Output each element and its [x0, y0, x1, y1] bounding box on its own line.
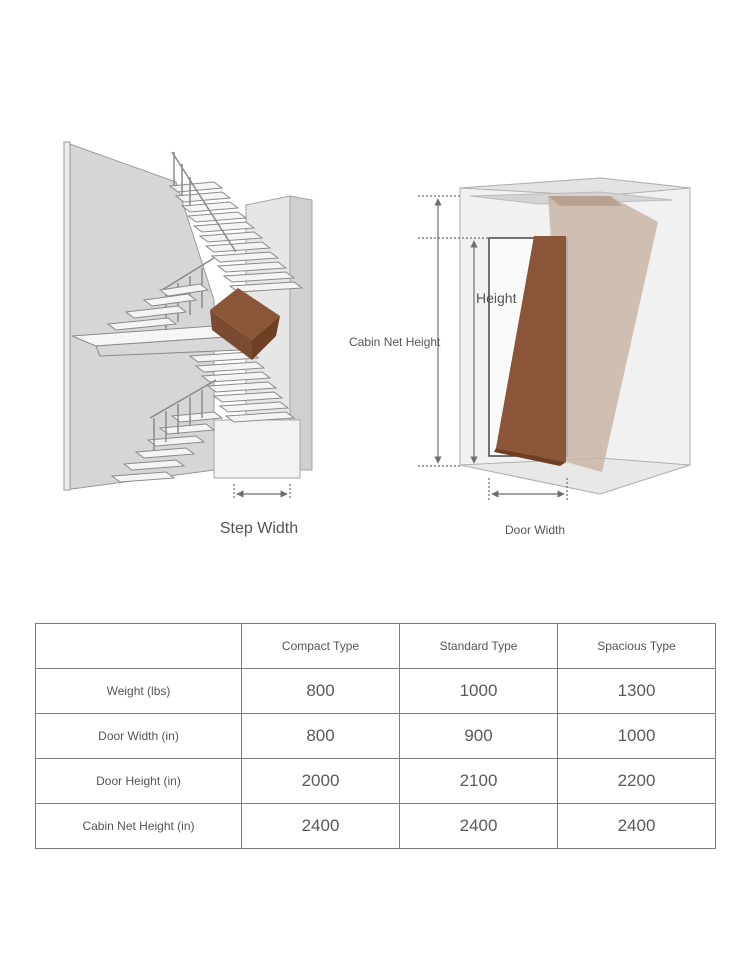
table-row — [36, 804, 716, 849]
table-cell: 2200 — [558, 759, 716, 804]
table-cell: 1300 — [558, 669, 716, 714]
step-width-label: Step Width — [219, 520, 299, 537]
column-header: Standard Type — [400, 624, 558, 669]
row-label: Door Width (in) — [36, 714, 242, 759]
table-cell: 2400 — [242, 804, 400, 849]
row-label: Door Height (in) — [36, 759, 242, 804]
cabin-illustration — [349, 178, 690, 537]
table-cell: 2100 — [400, 759, 558, 804]
table-row — [36, 759, 716, 804]
table-row — [36, 669, 716, 714]
table-row — [36, 714, 716, 759]
cabin-net-height-label: Cabin Net Height — [349, 335, 441, 349]
table-cell: 1000 — [400, 669, 558, 714]
table-cell: 2400 — [400, 804, 558, 849]
table-cell: 2000 — [242, 759, 400, 804]
table-cell: 800 — [242, 714, 400, 759]
column-header: Compact Type — [242, 624, 400, 669]
table-cell: 900 — [400, 714, 558, 759]
staircase-illustration — [64, 142, 312, 537]
column-header: Spacious Type — [558, 624, 716, 669]
cabin-net-height-dimension — [418, 196, 462, 466]
table-cell: 800 — [242, 669, 400, 714]
step-width-dimension — [234, 484, 290, 500]
door-width-label: Door Width — [504, 523, 566, 537]
table-corner-cell — [36, 624, 242, 669]
row-label: Cabin Net Height (in) — [36, 804, 242, 849]
spec-table — [35, 623, 716, 849]
table-header-row — [36, 624, 716, 669]
height-label: Height — [476, 290, 517, 306]
row-label: Weight (lbs) — [36, 669, 242, 714]
table-cell: 2400 — [558, 804, 716, 849]
table-cell: 1000 — [558, 714, 716, 759]
